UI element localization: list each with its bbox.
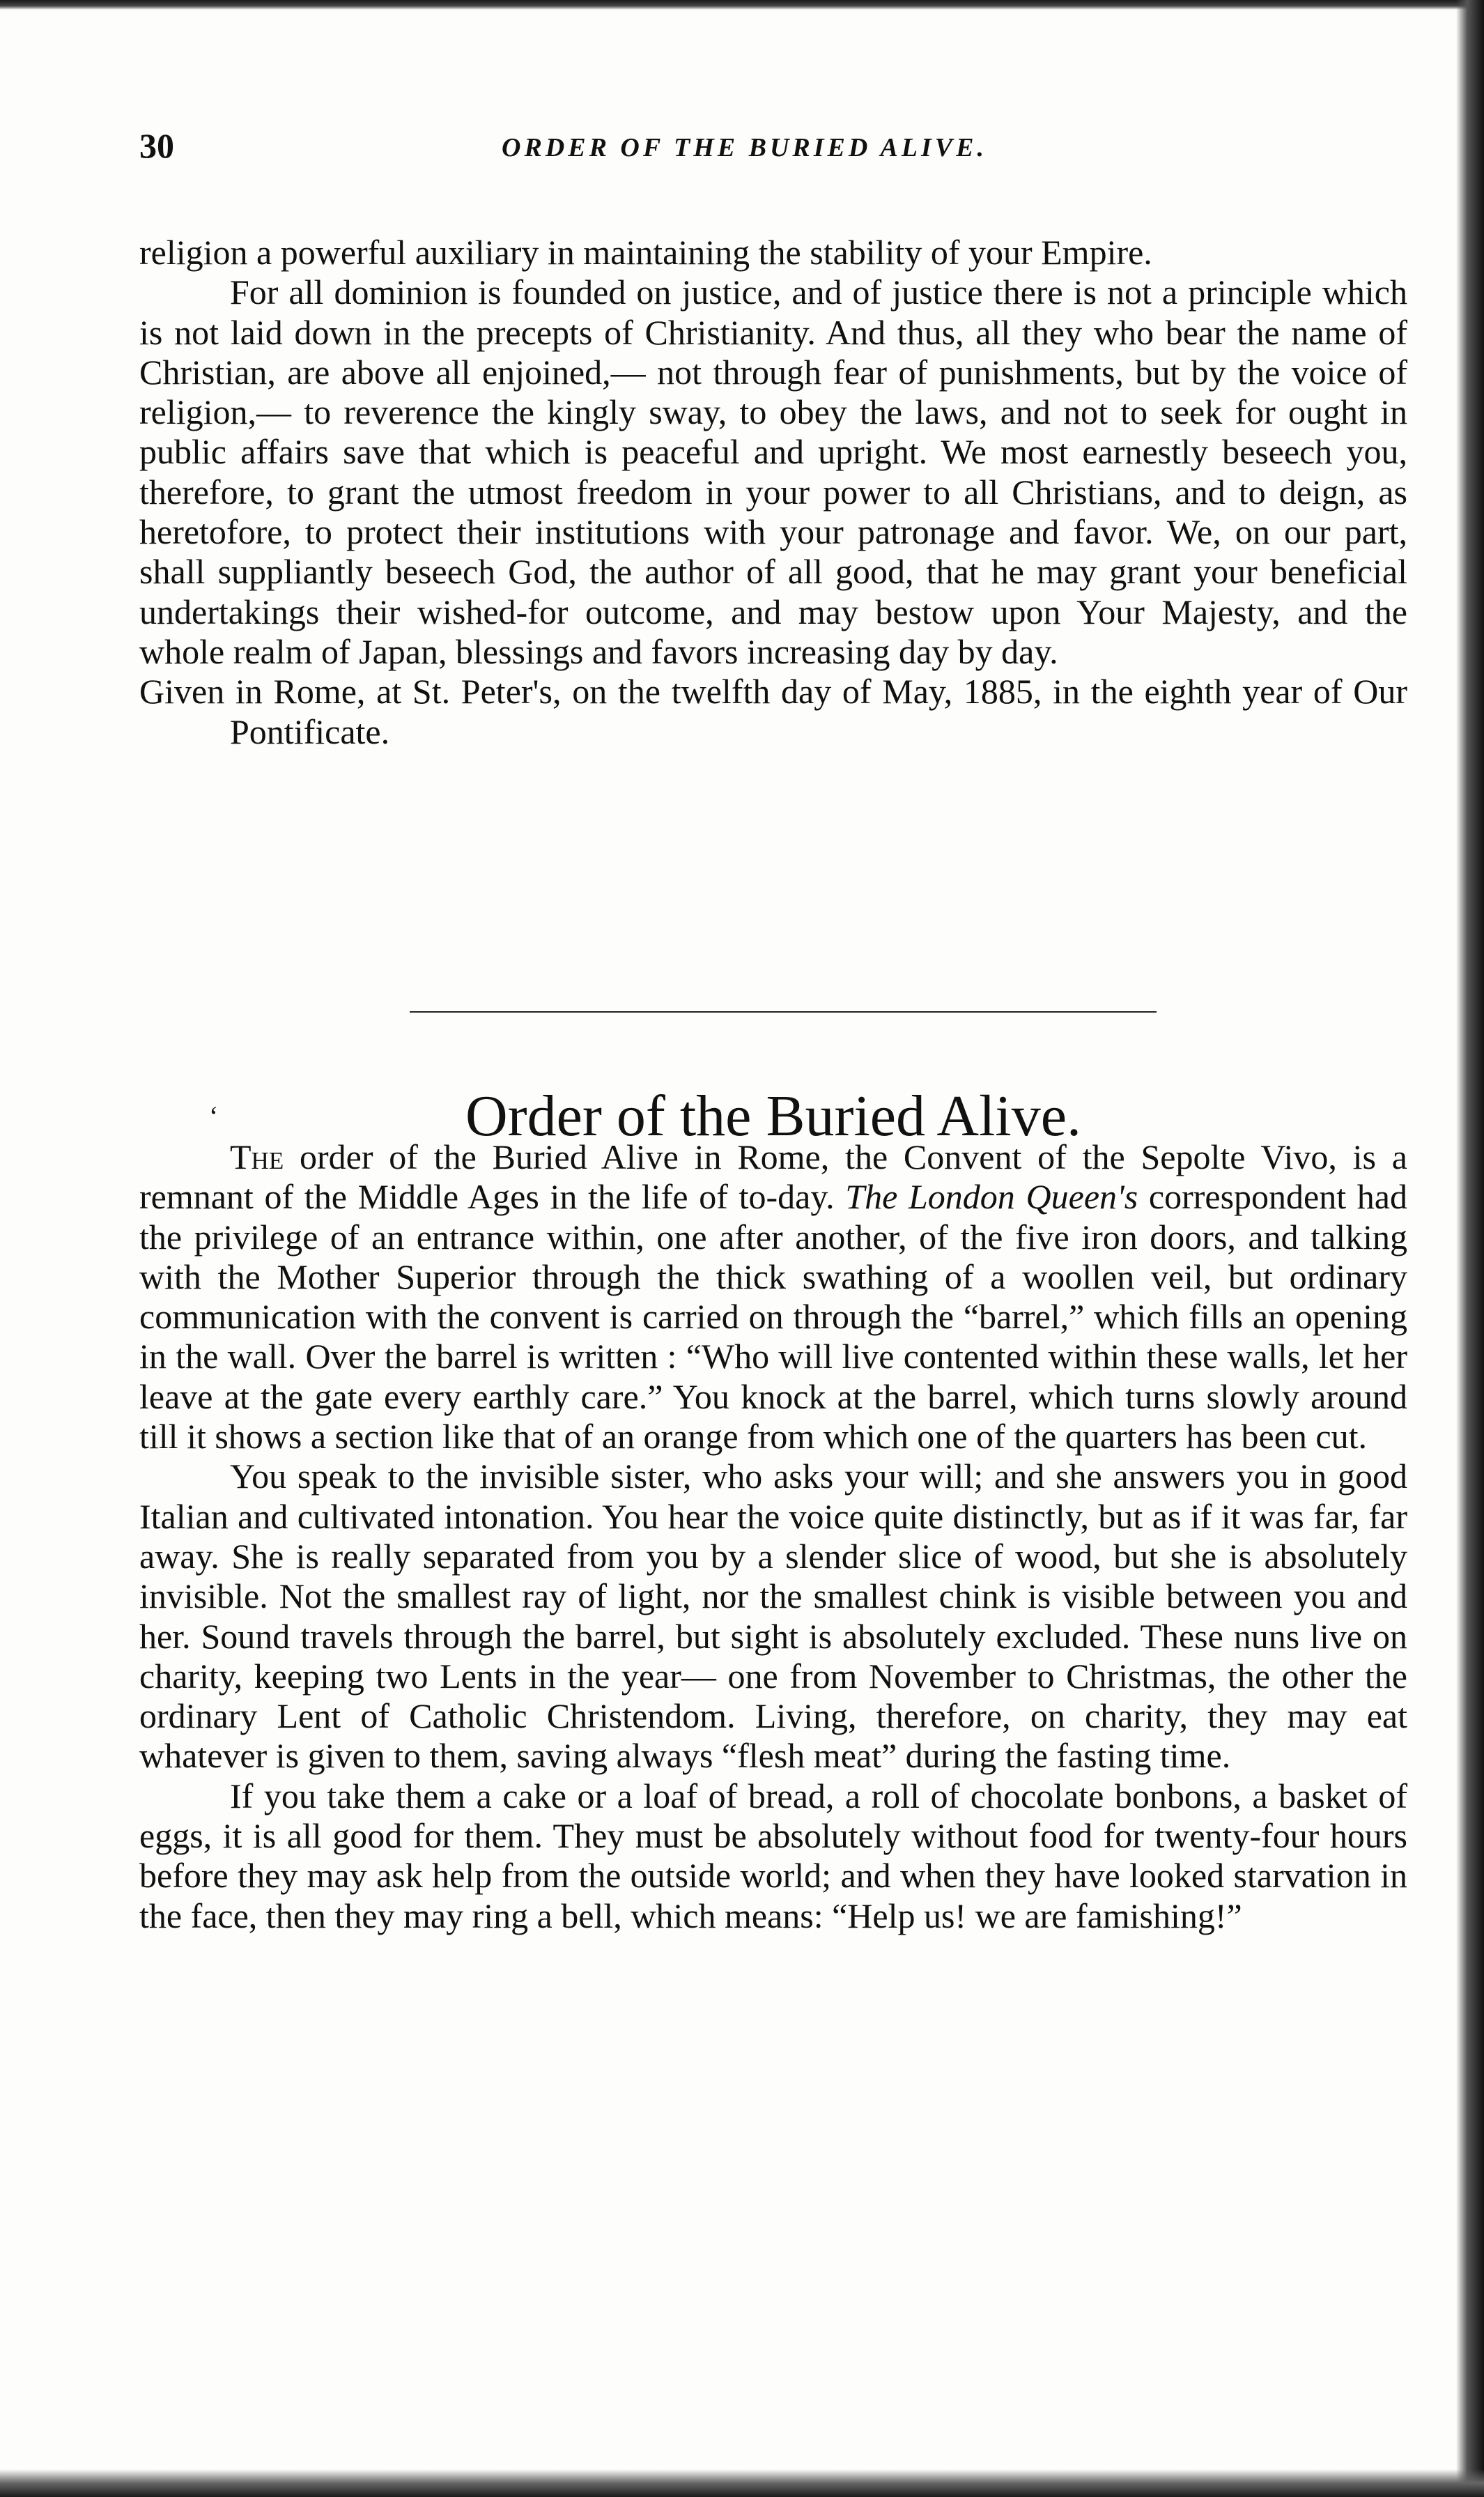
article-paragraph-3: If you take them a cake or a loaf of bread, a roll of chocolate bonbons, a basket of eggs, it is all good for them. They must be absolutely without food for twenty-four hours before they may ask help from the outside world; and when they have looked starvation in the face, then they may ring a bell, which means: “Help us! we are famishing!”: [139, 1776, 1407, 1935]
scan-edge-bottom: [0, 2469, 1484, 2497]
lead-word: The: [230, 1137, 284, 1176]
running-head: ORDER OF THE BURIED ALIVE.: [502, 133, 987, 162]
paragraph-dominion: For all dominion is founded on justice, and of justice there is not a principle which is not laid down in the precepts of Christianity. And thus, all they who bear the name of Christian, are above all enjoined,— not through fear of punishments, but by the voice of religion,— to reverence the kingly sway, to obey the laws, and not to seek for ought in public affairs save that which is peaceful and upright. We most earnestly beseech you, therefore, to grant the utmost freedom in your power to all Christians, and to deign, as heretofore, to protect their institutions with your patronage and favor. We, on our part, shall suppliantly beseech God, the author of all good, that he may grant your beneficial undertakings their wished-for outcome, and may bestow upon Your Majesty, and the whole realm of Japan, blessings and favors increasing day by day.: [139, 272, 1407, 671]
scan-edge-top: [0, 0, 1484, 10]
paragraph-continuation: religion a powerful auxiliary in maintaining the stability of your Empire.: [139, 233, 1152, 272]
article-title: Order of the Buried Alive.: [465, 1084, 1082, 1148]
letter-conclusion: [139, 233, 1407, 752]
article-paragraph-2: You speak to the invisible sister, who asks your will; and she answers you in good Italian and cultivated intonation. You hear the voice quite distinctly, but as if it was far, far away. She is really separated from you by a slender slice of wood, but she is absolutely invisible. Not the smallest ray of light, nor the smallest chink is visible between you and her. Sound travels through the barrel, but sight is absolutely excluded. These nuns live on charity, keeping two Lents in the year— one from November to Christmas, the other the ordinary Lent of Catholic Christendom. Living, therefore, on charity, they may eat whatever is given to them, saving always “flesh meat” during the fasting time.: [139, 1457, 1407, 1776]
page-number: 30: [139, 126, 174, 165]
paragraph-1-text-a: order of the Buried Alive in Rome, the Convent of the Sepolte Vivo, is a remnant of the Middle Ages in the life of to-day.: [139, 1137, 1407, 1217]
publication-name: The London Queen's: [845, 1177, 1138, 1217]
stray-mark: ‘: [209, 1100, 219, 1132]
article-paragraph-1: [139, 1137, 1407, 1457]
article-body: [139, 1137, 1407, 1936]
scan-edge-right: [1456, 0, 1484, 2497]
paragraph-1-text-b: correspondent had the privilege of an entrance within, one after another, of the five iron doors, and talking with the Mother Superior through the thick swathing of a woollen veil, but ordinary communication with the convent is carried on through the “barrel,” which fills an opening in the wall. Over the barrel is written : “Who will live contented within these walls, let her leave at the gate every earthly care.” You knock at the barrel, which turns slowly around till it shows a section like that of an orange from which one of the quarters has been cut.: [139, 1177, 1408, 1457]
paragraph-given-in-rome: Given in Rome, at St. Peter's, on the twelfth day of May, 1885, in the eighth year of Our Pontificate.: [139, 672, 1407, 751]
page-header: [139, 125, 1407, 181]
section-divider: [410, 1011, 1157, 1013]
